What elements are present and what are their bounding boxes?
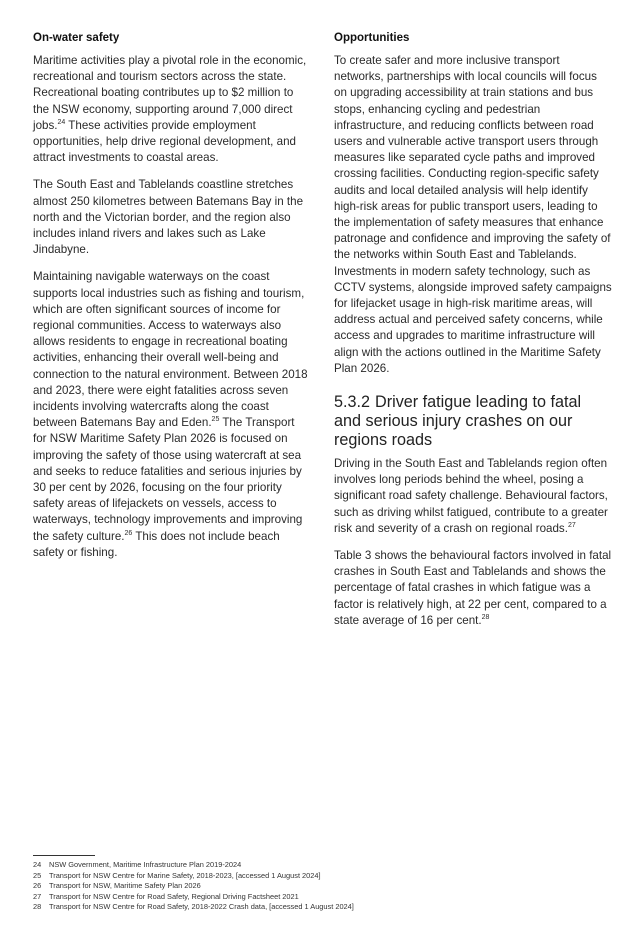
footnote-ref-27: 27 — [567, 522, 576, 530]
footnotes — [33, 855, 613, 913]
footnote-item: 28 Transport for NSW Centre for Road Safety, 2018-2022 Crash data, [accessed 1 August 2024] — [33, 902, 354, 912]
left-column — [33, 30, 309, 572]
footnote-item: 26 Transport for NSW, Maritime Safety Plan 2026 — [33, 881, 201, 891]
section-number: 5.3.2 — [334, 393, 371, 412]
on-water-para-3: Maintaining navigable waterways on the coast supports local industries such as fishing and tourism, which are often significant sources of income for regional communities. Access to waterways also allows residents to engage in recreational boating activities, enhancing their overall well-being and connection to the natural environment. Between 2018 and 2023, there were eight fatalities across seven incidents involving watercrafts along the coast between Batemans Bay and Eden.$^{25}$ The Transport for NSW Maritime Safety Plan 2026 is focused on improving the safety of those using watercraft at sea and seeks to reduce fatalities and serious injuries by 30 per cent by 2026, focusing on the four priority safety areas of lifejackets on vessels, access to waterways, technology improvements and improving the safety culture.$^{26}$ This does not include beach safety or fishing. — [33, 270, 308, 559]
fatigue-para-1: Driving in the South East and Tablelands region often involves long periods behind the wheel, posing a significant road safety challenge. Behavioural factors, such as driving whilst fatigued, contribute to a greater risk and severity of a crash on regional roads.$^{27}$ — [334, 457, 608, 535]
on-water-para-1: Maritime activities play a pivotal role in the economic, recreational and tourism sectors across the state. Recreational boating contributes up to $2 million to the NSW economy, supporting around 7,000 direct jobs.$^{24}$ These activities provide employment opportunities, help drive regional development, and attract investments to coastal areas. — [33, 54, 307, 165]
footnote-item: 25 Transport for NSW Centre for Marine Safety, 2018-2023, [accessed 1 August 2024] — [33, 870, 321, 880]
section-heading-5-3-2 — [334, 393, 612, 450]
footnote-ref-24: 24 — [57, 118, 66, 126]
right-column — [334, 30, 612, 640]
footnote-item: 27 Transport for NSW Centre for Road Safety, Regional Driving Factsheet 2021 — [33, 891, 299, 901]
footnote-item: 24 NSW Government, Maritime Infrastructure Plan 2019-2024 — [33, 860, 242, 869]
footnote-ref-28: 28 — [481, 614, 490, 622]
footnote-divider — [33, 855, 95, 856]
opportunities-para: To create safer and more inclusive transport networks, partnerships with local councils will focus on upgrading accessibility at train stations and bus stops, enhancing cycling and pedestrian infrastructure, and reducing conflicts between road users and vulnerable active transport users through measures like separated cycle paths and improved crossing facilities. Conducting region-specific safety audits and local detailed analysis will help identify high-risk areas for public transport users, leading to the implementation of safety measures that enhance patronage and confidence and improving the safety of the networks within South East and Tablelands. Investments in modern safety technology, such as CCTV systems, alongside improved safety campaigns for lifejacket usage in high-risk maritime areas, will address actual and perceived safety concerns, while access and upgrades to maritime infrastructure will align with the actions outlined in the Maritime Safety Plan 2026. — [334, 54, 612, 375]
footnote-ref-25: 25 — [211, 416, 220, 424]
opportunities-heading: Opportunities — [334, 32, 410, 44]
footnote-ref-26: 26 — [124, 529, 133, 537]
on-water-safety-heading: On-water safety — [33, 32, 120, 44]
fatigue-para-2: Table 3 shows the behavioural factors involved in fatal crashes in South East and Tablelands and shows the percentage of fatal crashes in which fatigue was a factor is relatively high, at 22 per cent, compared to a state average of 16 per cent.$^{28}$ — [334, 549, 612, 627]
on-water-para-2: The South East and Tablelands coastline stretches almost 250 kilometres between Batemans Bay in the north and the Victorian border, and the region also includes inland rivers and lakes such as Lake Jindabyne. — [33, 178, 304, 257]
section-title: Driver fatigue leading to fatal and serious injury crashes on our regions roads — [334, 393, 582, 450]
